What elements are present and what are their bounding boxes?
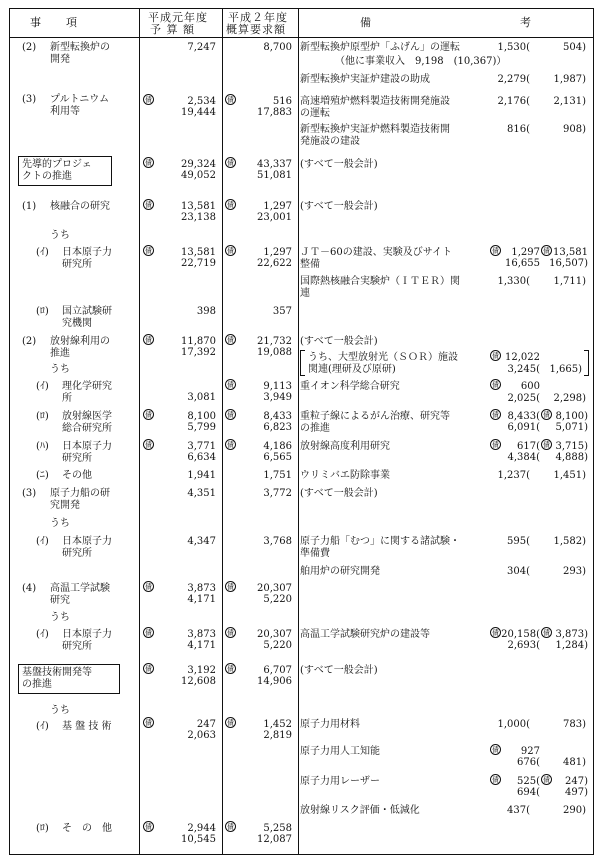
bond-marker-icon: 債 [492,381,499,389]
request-value: 6,707 [263,665,292,676]
remark-prior: 1,582) [553,536,586,547]
row-number: (ﾛ) [36,823,49,834]
remark-text: （他に事業収入 9,198 (10,367)） [335,56,507,67]
row-number: (ﾛ) [36,411,49,422]
bond-marker-icon: 債 [227,96,234,104]
budget-value: 19,444 [181,107,216,118]
budget-value: 7,247 [187,42,216,53]
budget-value: 3,081 [187,392,216,403]
remark-text: (すべて一般会計) [300,488,378,499]
bond-marker-icon: 債 [227,441,234,449]
request-value: 22,622 [257,258,292,269]
row-label: 究開発 [50,500,80,511]
request-value: 3,768 [263,536,292,547]
remark-text: (すべて一般会計) [300,665,378,676]
row-label: 新型転換炉の [50,42,110,53]
bond-marker-icon: 債 [227,201,234,209]
bond-marker-icon: 債 [543,411,550,419]
request-value: 1,297 [263,201,292,212]
budget-value: 10,545 [181,834,216,845]
remark-text: の運転 [300,108,330,119]
header-request-sub: 概算要求額 [226,23,286,36]
bond-marker-icon: 債 [492,776,499,784]
budget-value: 2,534 [187,96,216,107]
remark-prior: 4,888) [555,452,588,463]
bond-marker-icon: 債 [543,247,550,255]
bond-marker-icon: 債 [492,411,499,419]
remark-text: 新型転換炉実証炉燃料製造技術開 [300,124,450,135]
request-value: 8,700 [263,42,292,53]
request-value: 43,337 [257,159,292,170]
budget-value: 22,719 [181,258,216,269]
row-label: 放射線利用の [50,336,110,347]
remark-value: 8,433( [507,411,540,422]
budget-value: 2,063 [187,730,216,741]
remark-text: 新型転換炉実証炉建設の助成 [300,74,430,85]
remark-prior: 3,873) [555,629,588,640]
row-number: (ｲ) [36,536,49,547]
bond-marker-icon: 債 [145,159,152,167]
remark-text: 関連(理研及び原研) [308,364,396,375]
request-value: 5,220 [263,640,292,651]
remark-prior: 2,131) [553,96,586,107]
budget-value: 12,608 [181,676,216,687]
bond-marker-icon: 債 [543,776,550,784]
header-remarks-right: 考 [520,16,532,29]
row-number: (3) [22,94,37,105]
bracket-left [300,350,305,376]
remark-prior: 2,298) [553,393,586,404]
row-label: 国立試験研 [62,306,112,317]
row-number: (ﾛ) [36,306,49,317]
bond-marker-icon: 債 [145,719,152,727]
request-value: 12,087 [257,834,292,845]
section-label: 先導的プロジェ [22,159,92,170]
remark-prior: 1,711) [553,276,586,287]
bond-marker-icon: 債 [145,411,152,419]
bond-marker-icon: 債 [227,411,234,419]
bond-marker-icon: 債 [145,247,152,255]
column-divider [222,8,223,854]
row-label: そ の 他 [62,823,112,834]
budget-value: 4,347 [187,536,216,547]
request-value: 1,297 [263,247,292,258]
remark-value: 694( [517,787,540,798]
remark-value: 927 [520,746,540,757]
request-value: 21,732 [257,336,292,347]
remark-text: 連 [300,288,310,299]
row-number: (2) [22,42,37,53]
row-number: (4) [22,583,37,594]
row-label: 開発 [50,54,70,65]
remark-value: 1,000( [497,719,530,730]
subgroup-label: うち [50,230,70,241]
row-label: 研究所 [62,548,92,559]
remark-text: ウリミバエ防除事業 [300,470,390,481]
budget-value: 13,581 [181,247,216,258]
remark-prior: 247) [565,776,588,787]
section-label: クトの推進 [22,171,72,182]
remark-value: 6,091( [507,422,540,433]
bond-marker-icon: 債 [492,629,499,637]
bond-marker-icon: 債 [145,201,152,209]
request-value: 51,081 [257,170,292,181]
bond-marker-icon: 債 [492,746,499,754]
row-label: 研究所 [62,453,92,464]
remark-prior: 1,665) [549,364,582,375]
bond-marker-icon: 債 [492,247,499,255]
remark-value: 2,279( [497,74,530,85]
budget-value: 3,873 [187,629,216,640]
bond-marker-icon: 債 [145,583,152,591]
request-value: 516 [272,96,292,107]
bond-marker-icon: 債 [145,823,152,831]
remark-value: 16,655 [505,258,540,269]
header-budget-sub: 予 算 額 [150,23,195,36]
remark-prior: 5,071) [555,422,588,433]
row-number: (2) [22,336,37,347]
row-label: 放射線医学 [62,411,112,422]
remark-value: 1,237( [497,470,530,481]
header-remarks-left: 備 [360,16,372,29]
bond-marker-icon: 債 [227,719,234,727]
budget-value: 29,324 [181,159,216,170]
budget-value: 3,873 [187,583,216,594]
bond-marker-icon: 債 [227,823,234,831]
row-number: (ﾆ) [36,470,49,481]
remark-prior: 908) [563,124,586,135]
remark-prior: 1,284) [555,640,588,651]
remark-prior: 16,507) [549,258,588,269]
remark-text: の推進 [300,423,330,434]
bond-marker-icon: 債 [227,381,234,389]
remark-text: 国際熱核融合実験炉（ＩＴＥＲ）関 [300,276,460,287]
request-value: 9,113 [263,381,292,392]
remark-value: 617( [517,441,540,452]
request-value: 6,823 [263,422,292,433]
bond-marker-icon: 債 [145,441,152,449]
row-label: 日本原子力 [62,441,112,452]
row-label: その他 [62,470,92,481]
remark-value: 2,025( [507,393,540,404]
section-label: 基盤技術開発等 [22,667,92,678]
remark-prior: 290) [563,805,586,816]
row-number: (ｲ) [36,381,49,392]
row-label: 高温工学試験 [50,583,110,594]
request-value: 357 [272,306,292,317]
budget-value: 8,100 [187,411,216,422]
remark-prior: 481) [563,757,586,768]
row-label: 研究所 [62,641,92,652]
row-label: 研究 [50,595,70,606]
bond-marker-icon: 債 [145,96,152,104]
request-value: 1,751 [263,470,292,481]
remark-text: 原子力用レーザー [300,776,380,787]
subgroup-label: うち [50,612,70,623]
remark-value: 1,330( [497,276,530,287]
remark-value: 1,530( [497,42,530,53]
bond-marker-icon: 債 [543,629,550,637]
row-label: 理化学研究 [62,381,112,392]
bond-marker-icon: 債 [227,247,234,255]
budget-value: 17,392 [181,347,216,358]
remark-text: 重イオン科学総合研究 [300,381,400,392]
bond-marker-icon: 債 [227,665,234,673]
request-value: 3,772 [263,488,292,499]
remark-text: 放射線高度利用研究 [300,441,390,452]
bond-marker-icon: 債 [492,352,499,360]
request-value: 19,088 [257,347,292,358]
remark-text: 舶用炉の研究開発 [300,566,380,577]
remark-text: ＪＴ－60の建設、実験及びサイト [300,247,453,258]
remark-value: 12,022 [505,352,540,363]
remark-text: 重粒子線によるがん治療、研究等 [300,411,450,422]
request-value: 2,819 [263,730,292,741]
bond-marker-icon: 債 [227,159,234,167]
remark-text: 原子力船「むつ」に関する諸試験・ [300,536,460,547]
remark-value: 20,158( [501,629,540,640]
budget-value: 5,799 [187,422,216,433]
row-label: 核融合の研究 [50,201,110,212]
remark-text: (すべて一般会計) [300,336,378,347]
bond-marker-icon: 債 [543,441,550,449]
bond-marker-icon: 債 [145,629,152,637]
remark-prior: 504) [563,42,586,53]
subgroup-label: うち [50,705,70,716]
row-number: (ﾊ) [36,441,49,452]
request-value: 3,949 [263,392,292,403]
remark-text: 放射線リスク評価・低減化 [300,805,420,816]
request-value: 4,186 [263,441,292,452]
row-label: プルトニウム [50,94,110,105]
row-label: 所 [62,393,72,404]
row-label: 日本原子力 [62,629,112,640]
budget-value: 11,870 [181,336,216,347]
header-request: 平成２年度 [228,11,288,24]
bracket-right [584,350,589,376]
remark-text: (すべて一般会計) [300,201,378,212]
request-value: 20,307 [257,629,292,640]
request-value: 5,220 [263,594,292,605]
request-value: 20,307 [257,583,292,594]
remark-text: 高温工学試験研究炉の建設等 [300,629,430,640]
remark-value: 2,693( [507,640,540,651]
row-label: 日本原子力 [62,247,112,258]
header-item: 事 項 [30,16,78,29]
remark-text: 原子力用人工知能 [300,746,380,757]
bond-marker-icon: 債 [227,583,234,591]
row-label: 日本原子力 [62,536,112,547]
request-value: 17,883 [257,107,292,118]
header-divider [9,37,593,38]
row-number: (ｲ) [36,721,49,732]
remark-prior: 8,100) [555,411,588,422]
budget-value: 1,941 [187,470,216,481]
request-value: 8,433 [263,411,292,422]
column-divider [298,8,299,854]
subgroup-label: うち [50,364,70,375]
remark-value: 525( [517,776,540,787]
remark-text: 新型転換炉原型炉「ふげん」の運転 [300,42,460,53]
row-label: 総合研究所 [62,423,112,434]
remark-text: 整備 [300,259,320,270]
remark-value: 437( [507,805,530,816]
request-value: 6,565 [263,452,292,463]
budget-value: 4,171 [187,594,216,605]
remark-value: 595( [507,536,530,547]
remark-value: 816( [507,124,530,135]
remark-prior: 13,581 [553,247,588,258]
remark-prior: 1,987) [553,74,586,85]
remark-value: 600 [520,381,540,392]
section-label: の推進 [22,679,52,690]
row-label: 推進 [50,348,70,359]
budget-value: 3,192 [187,665,216,676]
remark-prior: 783) [563,719,586,730]
row-number: (ｲ) [36,247,49,258]
remark-text: 原子力用材料 [300,719,360,730]
remark-text: うち、大型放射光（ＳＯＲ）施設 [308,352,458,363]
row-label: 利用等 [50,106,80,117]
budget-value: 49,052 [181,170,216,181]
row-number: (1) [22,201,37,212]
row-label: 原子力船の研 [50,488,110,499]
remark-value: 676( [517,757,540,768]
subgroup-label: うち [50,518,70,529]
remark-prior: 293) [563,566,586,577]
bond-marker-icon: 債 [145,665,152,673]
remark-value: 304( [507,566,530,577]
header-budget: 平成元年度 [148,11,208,24]
budget-value: 398 [196,306,216,317]
remark-value: 2,176( [497,96,530,107]
remark-text: 高速増殖炉燃料製造技術開発施設 [300,96,450,107]
row-label: 基 盤 技 術 [62,721,112,732]
budget-value: 4,351 [187,488,216,499]
remark-text: 準備費 [300,548,330,559]
remark-value: 1,297 [511,247,540,258]
remark-prior: 497) [565,787,588,798]
row-label: 研究所 [62,259,92,270]
bond-marker-icon: 債 [145,336,152,344]
column-divider [139,8,140,854]
request-value: 23,001 [257,212,292,223]
request-value: 5,258 [263,823,292,834]
budget-value: 247 [196,719,216,730]
budget-value: 13,581 [181,201,216,212]
request-value: 1,452 [263,719,292,730]
budget-value: 4,171 [187,640,216,651]
budget-value: 3,771 [187,441,216,452]
row-number: (3) [22,488,37,499]
budget-value: 2,944 [187,823,216,834]
remark-value: 3,245( [507,364,540,375]
bond-marker-icon: 債 [227,629,234,637]
remark-text: (すべて一般会計) [300,159,378,170]
request-value: 14,906 [257,676,292,687]
budget-value: 6,634 [187,452,216,463]
remark-prior: 3,715) [555,441,588,452]
bond-marker-icon: 債 [492,441,499,449]
row-number: (ｲ) [36,629,49,640]
remark-text: 発施設の建設 [300,136,360,147]
bond-marker-icon: 債 [227,336,234,344]
remark-prior: 1,451) [553,470,586,481]
remark-value: 4,384( [507,452,540,463]
row-label: 究機関 [62,318,92,329]
budget-value: 23,138 [181,212,216,223]
